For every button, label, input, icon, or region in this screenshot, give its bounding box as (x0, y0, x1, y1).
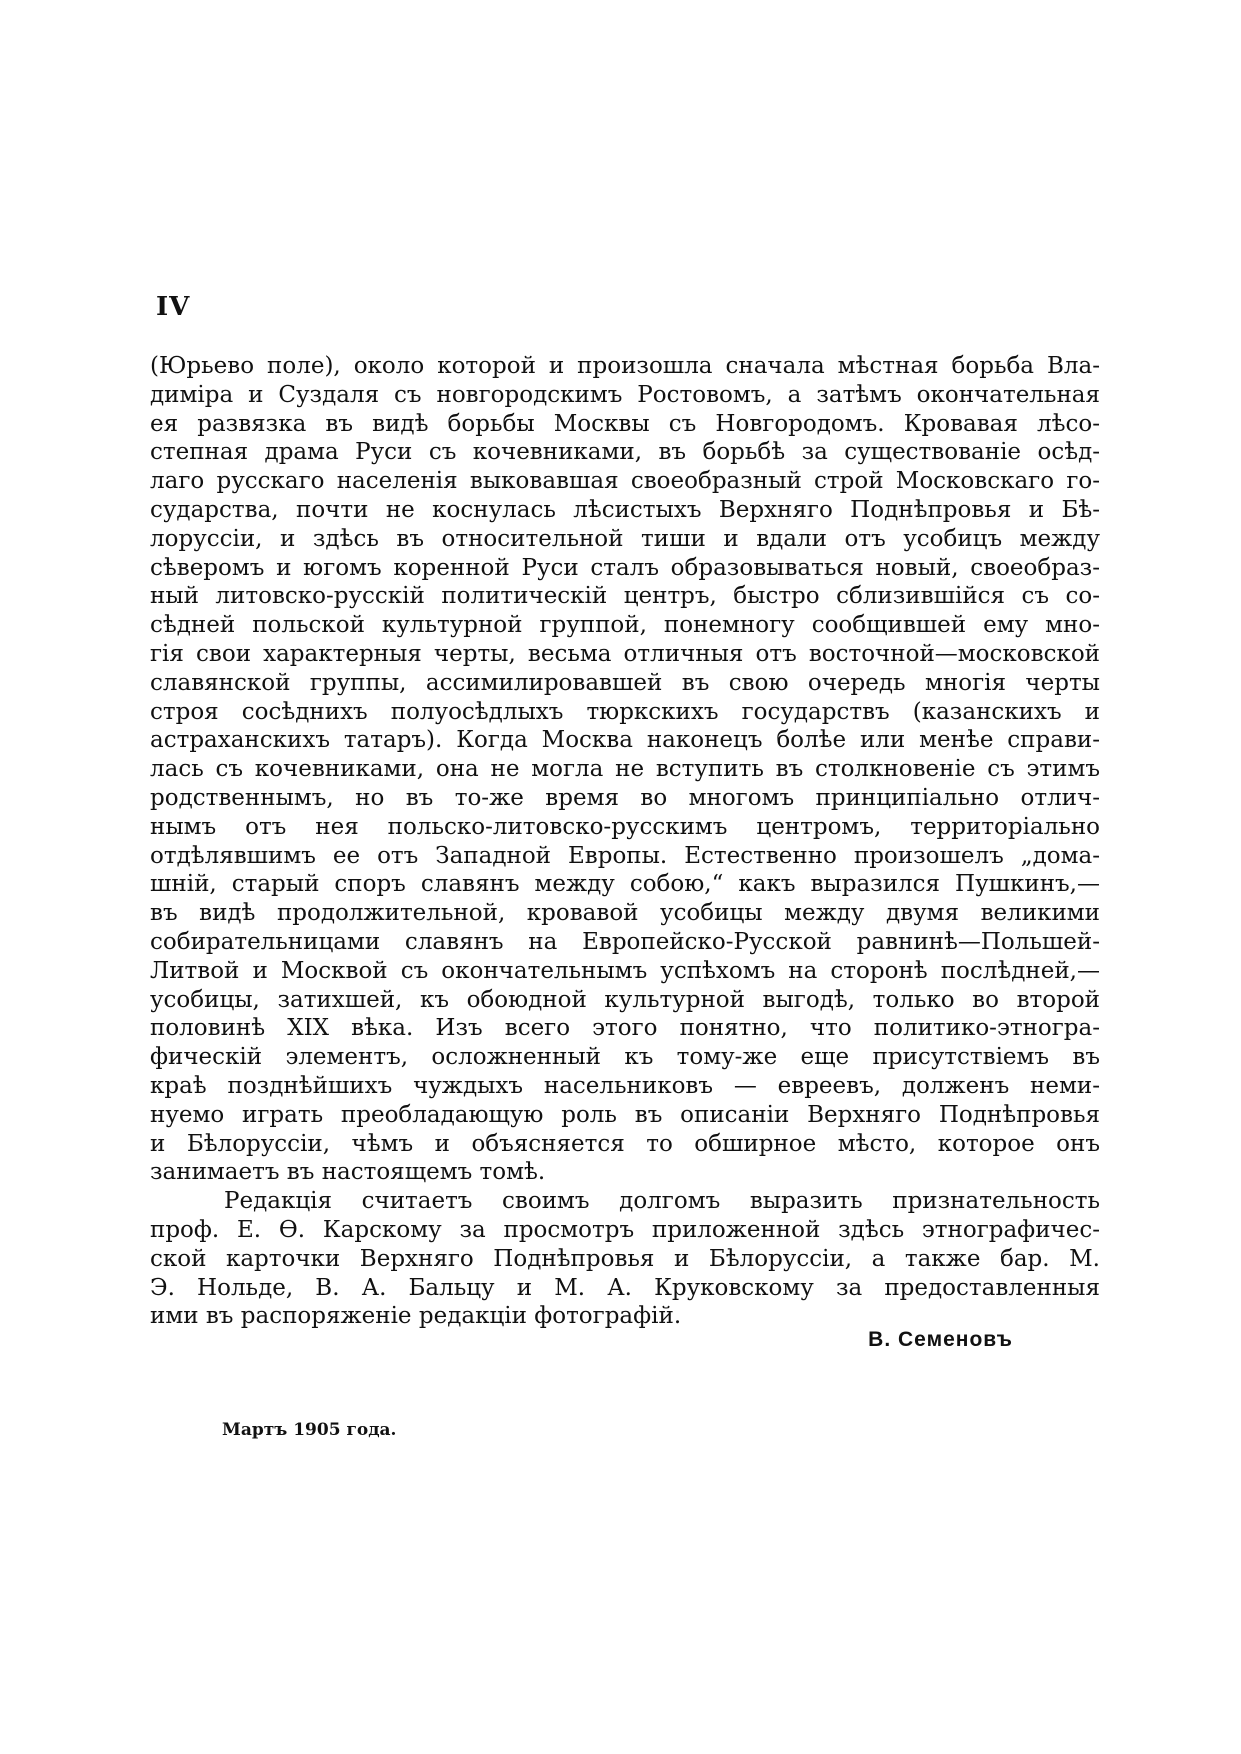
text-line: занимаетъ въ настоящемъ томѣ. (150, 1159, 546, 1186)
text-line: нуемо играть преобладающую роль въ описаніи Верхняго Поднѣпровья (150, 1101, 1100, 1128)
ack-line: проф. Е. Ѳ. Карскому за просмотръ приложенной здѣсь этнографичес- (150, 1216, 1100, 1243)
text-line: лоруссіи, и здѣсь въ относительной тиши и вдали отъ усобицъ между (150, 525, 1100, 552)
text-line: ный литовско-русскій политическій центръ, быстро сблизившійся съ со- (150, 583, 1100, 610)
text-line: краѣ позднѣйшихъ чуждыхъ насельниковъ — евреевъ, долженъ неми- (150, 1072, 1100, 1099)
text-line: шній, старый споръ славянъ между собою,“ какъ выразился Пушкинъ,— (150, 871, 1100, 898)
text-line: нымъ отъ нея польско-литовско-русскимъ центромъ, территоріально (150, 813, 1100, 840)
ack-line: ской карточки Верхняго Поднѣпровья и Бѣлоруссіи, а также бар. М. (150, 1245, 1100, 1272)
text-line: и Бѣлоруссіи, чѣмъ и объясняется то обширное мѣсто, которое онъ (150, 1130, 1100, 1157)
text-line: ея развязка въ видѣ борьбы Москвы съ Новгородомъ. Кровавая лѣсо- (150, 410, 1100, 437)
text-line: лась съ кочевниками, она не могла не вступить въ столкновеніе съ этимъ (150, 756, 1100, 783)
text-line: фическій элементъ, осложненный къ тому-же еще присутствіемъ въ (150, 1044, 1100, 1071)
text-line: степная драма Руси съ кочевниками, въ борьбѣ за существованіе осѣд- (150, 439, 1100, 466)
text-line: родственнымъ, но въ то-же время во многомъ принципіально отлич- (150, 784, 1100, 811)
text-line: (Юрьево поле), около которой и произошла сначала мѣстная борьба Вла- (150, 353, 1100, 379)
text-line: славянской группы, ассимилировавшей въ свою очередь многія черты (150, 669, 1100, 696)
text-line: лаго русскаго населенія выковавшая своеобразный строй Московскаго го- (150, 468, 1100, 495)
text-line: половинѣ XIX вѣка. Изъ всего этого понятно, что политико-этногра- (150, 1015, 1100, 1042)
date-line: Мартъ 1905 года. (222, 1420, 397, 1440)
main-text (150, 352, 1100, 1331)
ack-line: Редакція считаетъ своимъ долгомъ выразить признательность (224, 1188, 1100, 1215)
ack-line: ими въ распоряженіе редакціи фотографій. (150, 1303, 682, 1330)
text-line: усобицы, затихшей, къ обоюдной культурной выгодѣ, только во второй (150, 986, 1100, 1013)
text-line: отдѣлявшимъ ее отъ Западной Европы. Естественно произошелъ „дома- (150, 842, 1100, 869)
text-line: сударства, почти не коснулась лѣсистыхъ Верхняго Поднѣпровья и Бѣ- (150, 496, 1100, 523)
text-line: диміра и Суздаля съ новгородскимъ Ростовомъ, а затѣмъ окончательная (150, 381, 1100, 408)
author-signature: В. Семеновъ (868, 1328, 1013, 1351)
text-line: Литвой и Москвой съ окончательнымъ успѣхомъ на сторонѣ послѣдней,— (150, 957, 1100, 984)
text-line: собирательницами славянъ на Европейско-Русской равнинѣ—Польшей- (150, 928, 1100, 955)
text-line: гія свои характерныя черты, весьма отличныя отъ восточной—московской (150, 640, 1100, 667)
text-line: сѣдней польской культурной группой, понемногу сообщившей ему мно- (150, 612, 1100, 639)
ack-line: Э. Нольде, В. А. Бальцу и М. А. Круковскому за предоставленныя (150, 1274, 1100, 1301)
text-line: астраханскихъ татаръ). Когда Москва наконецъ болѣе или менѣе справи- (150, 727, 1100, 754)
text-line: строя сосѣднихъ полуосѣдлыхъ тюркскихъ государствъ (казанскихъ и (150, 698, 1100, 725)
page-number: IV (156, 292, 191, 322)
text-line: сѣверомъ и югомъ коренной Руси сталъ образовываться новый, своеобраз- (150, 554, 1100, 581)
text-line: въ видѣ продолжительной, кровавой усобицы между двумя великими (150, 900, 1100, 927)
